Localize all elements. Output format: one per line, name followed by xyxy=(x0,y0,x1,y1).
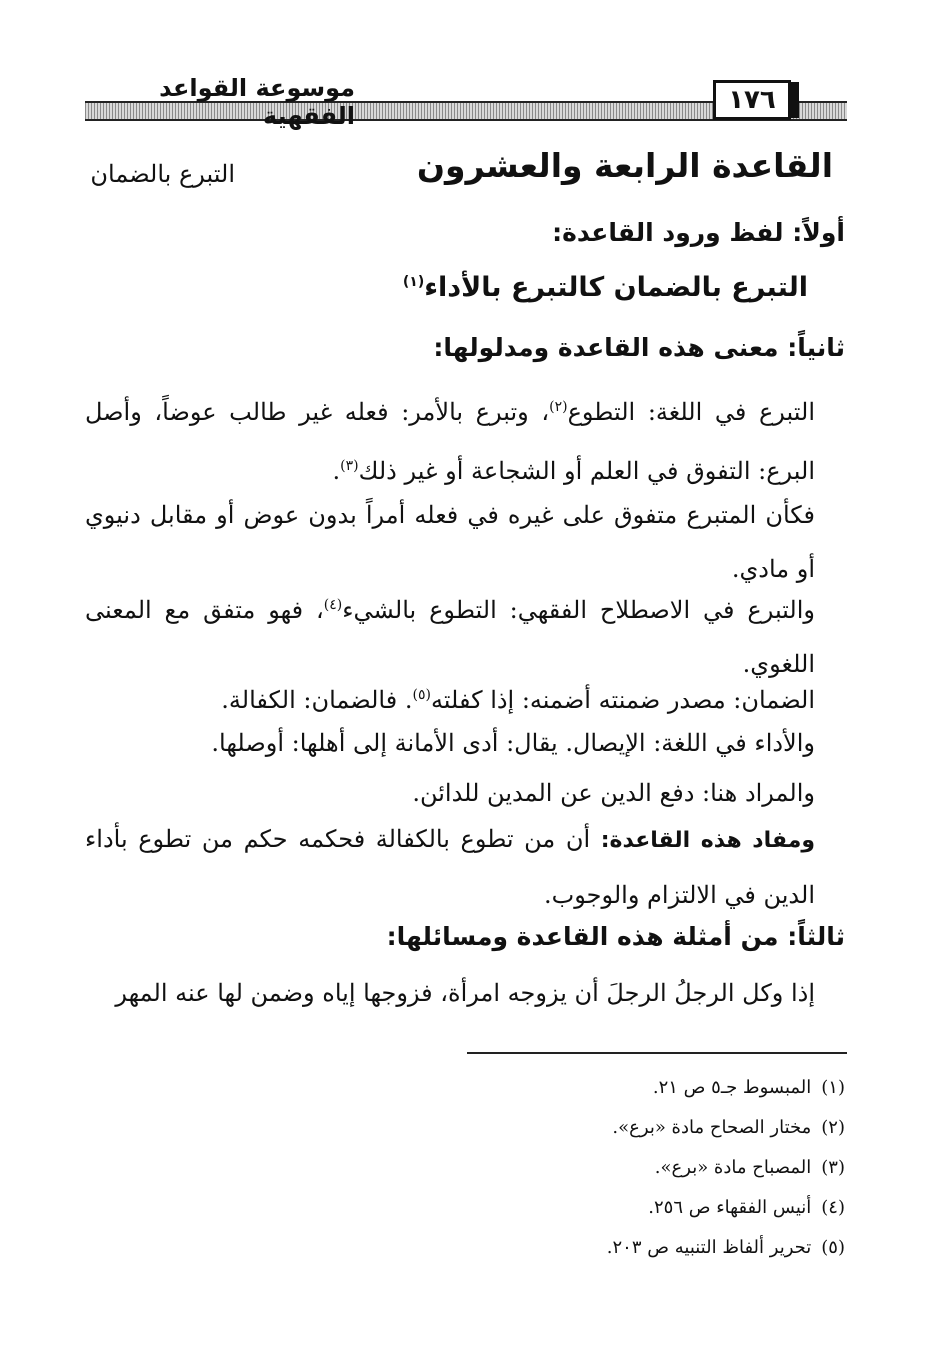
running-title: موسوعة القواعد الفقهية xyxy=(159,74,355,130)
paragraph-intended: والمراد هنا: دفع الدين عن المدين للدائن. xyxy=(412,779,815,807)
footnote-text: تحرير ألفاظ التنبيه ص ٢٠٣. xyxy=(606,1237,812,1258)
page-number: ١٧٦ xyxy=(713,80,791,120)
paragraph-text: التبرع في اللغة: التطوع xyxy=(567,398,815,426)
section-heading-third: ثالثاً: من أمثلة هذه القاعدة ومسائلها: xyxy=(386,922,845,951)
footnote-item xyxy=(345,1148,845,1188)
rule-title: القاعدة الرابعة والعشرون xyxy=(416,146,833,185)
rule-topic: التبرع بالضمان xyxy=(90,160,235,188)
section-heading-second: ثانياً: معنى هذه القاعدة ومدلولها: xyxy=(433,333,845,362)
footnote-divider xyxy=(467,1052,847,1054)
paragraph-text: والتبرع في الاصطلاح الفقهي: التطوع بالشيء xyxy=(342,596,815,624)
footnote-number: (٢) xyxy=(821,1117,845,1138)
footnote-number: (٤) xyxy=(821,1197,845,1218)
footnote-ref[interactable]: (٢) xyxy=(549,399,568,415)
footnote-number: (١) xyxy=(821,1077,845,1098)
footnote-ref[interactable]: (١) xyxy=(402,274,425,290)
paragraph-rule-meaning xyxy=(85,812,815,922)
footnote-number: (٣) xyxy=(821,1157,845,1178)
footnote-number: (٥) xyxy=(821,1237,845,1258)
paragraph-text: الضمان: مصدر ضمنته أضمنه: إذا كفلته xyxy=(430,686,815,714)
footnote-item xyxy=(345,1068,845,1108)
footnote-text: أنيس الفقهاء ص ٢٥٦. xyxy=(648,1197,812,1218)
footnote-text: مختار الصحاح مادة «برع». xyxy=(612,1117,812,1138)
paragraph-text: . فالضمان: الكفالة. xyxy=(221,686,413,714)
paragraph-text: أن من تطوع بالكفالة فحكمه حكم من تطوع بأداء الدين في الالتزام والوجوب. xyxy=(85,825,815,909)
footnote-ref[interactable]: (٥) xyxy=(412,687,431,703)
paragraph-text: ، فهو متفق مع المعنى اللغوي. xyxy=(85,596,815,678)
footnote-text: المبسوط جـ٥ ص ٢١. xyxy=(652,1077,812,1098)
footnote-ref[interactable]: (٣) xyxy=(340,458,359,474)
paragraph-lead: ومفاد هذه القاعدة: xyxy=(600,828,815,853)
paragraph-text: ، وتبرع بالأمر: فعله غير طالب عوضاً، وأصل البرع: التفوق في العلم أو الشجاعة أو غير ذلك xyxy=(85,398,815,485)
paragraph-performance: والأداء في اللغة: الإيصال. يقال: أدى الأمانة إلى أهلها: أوصلها. xyxy=(211,729,815,757)
paragraph-text: . xyxy=(332,457,341,485)
rule-text xyxy=(403,272,808,303)
paragraph-implication: فكأن المتبرع متفوق على غيره في فعله أمراً بدون عوض أو مقابل دنيوي أو مادي. xyxy=(85,501,815,583)
rule-text-body: التبرع بالضمان كالتبرع بالأداء xyxy=(424,272,808,303)
footnote-item xyxy=(345,1108,845,1148)
footnote-text: المصباح مادة «برع». xyxy=(654,1157,812,1178)
footnote-item xyxy=(345,1188,845,1228)
footnote-item xyxy=(345,1228,845,1268)
paragraph-example: إذا وكل الرجلُ الرجلَ أن يزوجه امرأة، فزوجها إياه وضمن لها عنه المهر xyxy=(115,979,815,1007)
paragraph-lexical-meaning xyxy=(85,380,815,498)
footnotes xyxy=(345,1068,845,1268)
section-heading-first: أولاً: لفظ ورود القاعدة: xyxy=(552,218,845,247)
footnote-ref[interactable]: (٤) xyxy=(323,597,343,613)
